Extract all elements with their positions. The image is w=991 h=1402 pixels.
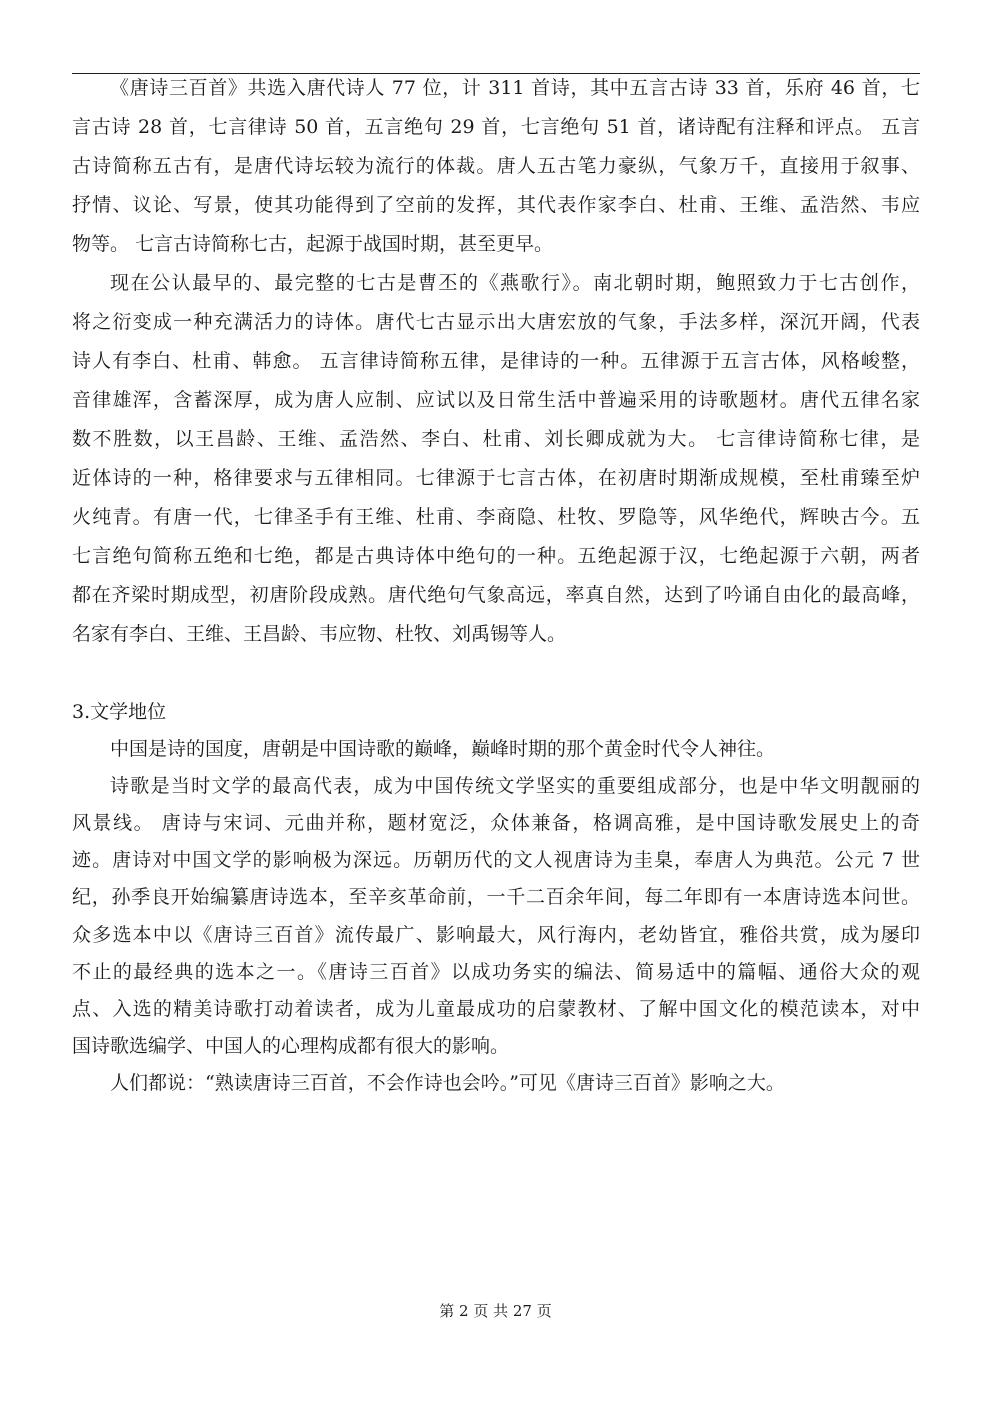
text-line: 诗人有李白、杜甫、韩愈。 五言律诗简称五律，是律诗的一种。五律源于五言古体，风格峻整， [72,350,920,372]
text-line: 现在公认最早的、最完整的七古是曹丕的《燕歌行》。南北朝时期，鲍照致力于七古创作， [110,272,920,294]
page-number: 第 2 页 共 27 页 [439,1302,552,1320]
section-literary-status [72,694,920,1102]
text-line: 言古诗 28 首，七言律诗 50 首，五言绝句 29 首，七言绝句 51 首，诸诗配有注释和评点。 五言 [72,116,920,138]
section-heading: 3.文学地位 [72,701,167,723]
text-line: 人们都说：“熟读唐诗三百首，不会作诗也会吟。”可见《唐诗三百首》影响之大。 [110,1071,785,1094]
text-line: 国诗歌选编学、中国人的心理构成都有很大的影响。 [72,1034,510,1057]
text-line: 抒情、议论、写景，使其功能得到了空前的发挥，其代表作家李白、杜甫、王维、孟浩然、韦应 [72,194,920,216]
text-line: 迹。唐诗对中国文学的影响极为深远。历朝历代的文人视唐诗为圭臬，奉唐人为典范。公元 7 世 [72,849,920,872]
text-line: 数不胜数，以王昌龄、王维、孟浩然、李白、杜甫、刘长卿成就为大。 七言律诗简称七律，是 [72,428,920,450]
text-line: 七言绝句简称五绝和七绝，都是古典诗体中绝句的一种。五绝起源于汉，七绝起源于六朝，两者 [72,545,920,567]
text-line: 古诗简称五古有，是唐代诗坛较为流行的体裁。唐人五古笔力豪纵，气象万千，直接用于叙事、 [72,155,920,177]
text-line: 物等。 七言古诗简称七古，起源于战国时期，甚至更早。 [72,233,554,255]
text-line: 《唐诗三百首》共选入唐代诗人 77 位，计 311 首诗，其中五言古诗 33 首，乐府 46 首，七 [110,77,920,99]
paragraph [72,264,920,654]
section-types-of-poems [72,69,920,654]
text-line: 不止的最经典的选本之一。《唐诗三百首》以成功务实的编法、简易适中的篇幅、通俗大众的观 [72,960,920,983]
paragraph [72,731,920,768]
text-line: 近体诗的一种，格律要求与五律相同。七律源于七言古体，在初唐时期渐成规模，至杜甫臻至炉 [72,467,920,489]
text-line: 纪，孙季良开始编纂唐诗选本，至辛亥革命前，一千二百余年间，每二年即有一本唐诗选本问世。 [72,886,920,909]
text-line: 火纯青。有唐一代，七律圣手有王维、杜甫、李商隐、杜牧、罗隐等，风华绝代，辉映古今。五 [72,506,920,528]
paragraph [72,1065,920,1102]
paragraph [72,69,920,264]
text-line: 名家有李白、王维、王昌龄、韦应物、杜牧、刘禹锡等人。 [72,623,567,645]
paragraph [72,768,920,1065]
text-line: 都在齐梁时期成型，初唐阶段成熟。唐代绝句气象高远，率真自然，达到了吟诵自由化的最高峰， [72,584,920,606]
text-line: 中国是诗的国度，唐朝是中国诗歌的巅峰，巅峰时期的那个黄金时代令人神往。 [110,738,776,761]
text-line: 点、入选的精美诗歌打动着读者，成为儿童最成功的启蒙教材、了解中国文化的模范读本，对中 [72,997,920,1020]
text-line: 众多选本中以《唐诗三百首》流传最广、影响最大，风行海内，老幼皆宜，雅俗共赏，成为屡印 [72,923,920,946]
text-line: 风景线。 唐诗与宋词、元曲并称，题材宽泛，众体兼备，格调高雅，是中国诗歌发展史上的奇 [72,812,920,835]
text-line: 将之衍变成一种充满活力的诗体。唐代七古显示出大唐宏放的气象，手法多样，深沉开阔，代表 [72,311,920,333]
text-line: 音律雄浑，含蓄深厚，成为唐人应制、应试以及日常生活中普遍采用的诗歌题材。唐代五律名家 [72,389,920,411]
text-line: 诗歌是当时文学的最高代表，成为中国传统文学坚实的重要组成部分，也是中华文明靓丽的 [110,775,920,798]
